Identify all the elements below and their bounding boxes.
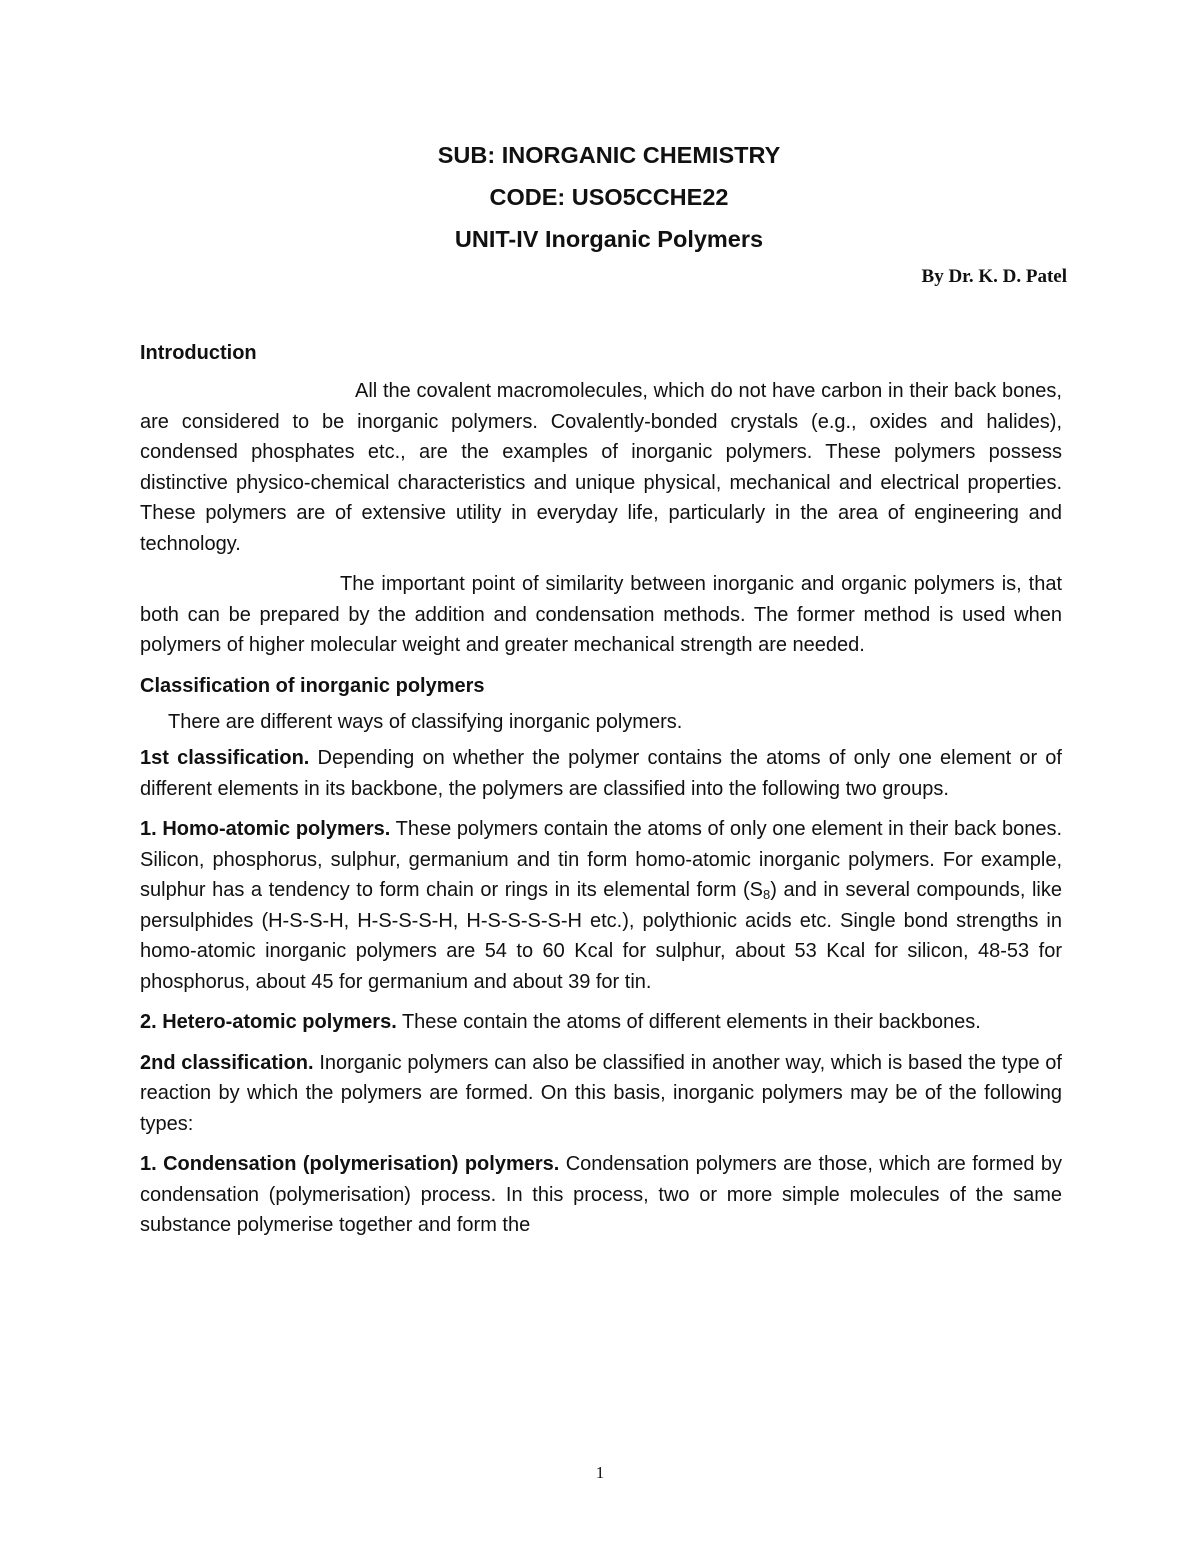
second-classification-text: Inorganic polymers can also be classified in another way, which is based the type of reaction by which the polymers are formed. On this basis, inorganic polymers may be of the following types: <box>140 1051 1062 1135</box>
first-classification-label: 1st classification. <box>140 747 310 769</box>
course-code: CODE: USO5CCHE22 <box>489 184 729 210</box>
intro-paragraph-2: The important point of similarity between inorganic and organic polymers is, that both can be prepared by the addition and condensation methods. The former method is used when polymers of higher molecular weight and greater mechanical strength are needed. <box>140 573 1062 656</box>
homo-atomic-text-continued: ) and in several compounds, like persulphides (H-S-S-H, H-S-S-S-H, H-S-S-S-S-H etc.), polythionic acids etc. Single bond strengths in homo-atomic inorganic polymers are 54 to 60 Kcal for sulphur, about 53 Kcal for silicon, 48-53 for phosphorus, about 45 for germanium and about 39 for tin. <box>140 879 1062 993</box>
hetero-atomic-paragraph <box>140 1007 1062 1038</box>
classification-intro: There are different ways of classifying inorganic polymers. <box>168 710 683 733</box>
page-content <box>140 140 1067 1241</box>
hetero-atomic-text: These contain the atoms of different elements in their backbones. <box>396 1011 981 1033</box>
condensation-text: Condensation polymers are those, which are formed by condensation (polymerisation) process. In this process, two or more simple molecules of the same substance polymerise together and form the <box>140 1153 1062 1236</box>
homo-atomic-label: 1. Homo-atomic polymers. <box>140 818 391 840</box>
condensation-label: 1. Condensation (polymerisation) polymers. <box>140 1153 560 1175</box>
s8-subscript: 8 <box>763 887 771 902</box>
hetero-atomic-label: 2. Hetero-atomic polymers. <box>140 1011 397 1033</box>
intro-paragraph-1: All the covalent macromolecules, which do not have carbon in their back bones, are considered to be inorganic polymers. Covalently-bonded crystals (e.g., oxides and halides), condensed phosphates etc., are the examples of inorganic polymers. These polymers possess distinctive physico-chemical characteristics and unique physical, mechanical and electrical properties. These polymers are of extensive utility in everyday life, particularly in the area of engineering and technology. <box>140 380 1062 555</box>
classification-heading: Classification of inorganic polymers <box>140 674 485 697</box>
subject-title: SUB: INORGANIC CHEMISTRY <box>437 142 781 168</box>
homo-atomic-paragraph <box>140 814 1062 997</box>
second-classification-label: 2nd classification. <box>140 1051 314 1074</box>
unit-title: UNIT-IV Inorganic Polymers <box>454 226 764 252</box>
introduction-heading: Introduction <box>140 342 257 364</box>
page-number: 1 <box>595 1463 605 1482</box>
author-line: By Dr. K. D. Patel <box>921 266 1067 287</box>
homo-atomic-text: These polymers contain the atoms of only one element in their back bones. Silicon, phosphorus, sulphur, germanium and tin form homo-atomic inorganic polymers. For example, sulphur has a tendency to form chain or rings in its elemental form (S <box>140 818 1063 901</box>
second-classification-paragraph <box>140 1048 1062 1140</box>
condensation-paragraph <box>140 1149 1062 1241</box>
first-classification-paragraph <box>140 743 1062 804</box>
first-classification-text: Depending on whether the polymer contains the atoms of only one element or of different elements in its backbone, the polymers are classified into the following two groups. <box>140 747 1062 800</box>
